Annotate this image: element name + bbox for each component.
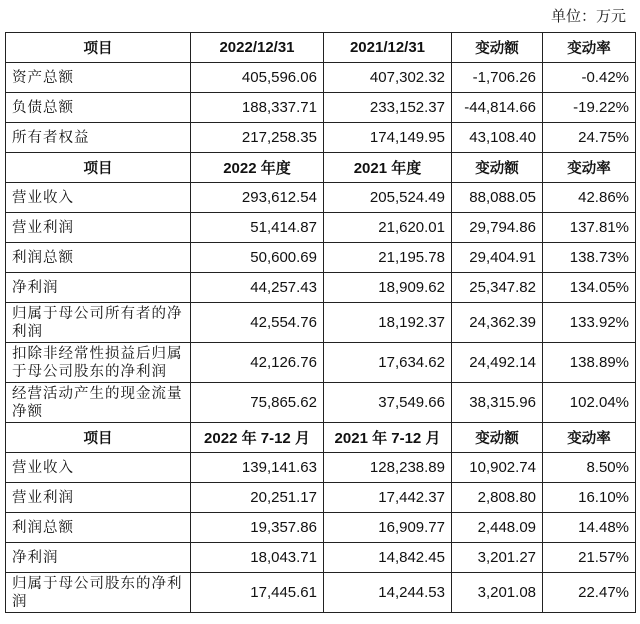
header-item: 项目 [6,423,191,453]
table-header-row [6,153,636,183]
row-previous: 174,149.95 [324,123,452,153]
row-item: 扣除非经常性损益后归属于母公司股东的净利润 [6,343,191,383]
header-change: 变动额 [452,423,543,453]
unit-label: 单位：万元 [550,7,626,25]
table-row [6,573,636,613]
header-period-current: 2022 年度 [191,153,324,183]
table-row [6,483,636,513]
row-current: 18,043.71 [191,543,324,573]
table-row [6,63,636,93]
table-row [6,513,636,543]
header-period-previous: 2021 年 7-12 月 [324,423,452,453]
row-change: 2,448.09 [452,513,543,543]
row-current: 50,600.69 [191,243,324,273]
table-row [6,93,636,123]
row-change: -1,706.26 [452,63,543,93]
row-item: 资产总额 [6,63,191,93]
header-change: 变动额 [452,153,543,183]
row-item: 净利润 [6,543,191,573]
row-previous: 233,152.37 [324,93,452,123]
row-rate: 14.48% [543,513,636,543]
row-rate: -0.42% [543,63,636,93]
row-current: 44,257.43 [191,273,324,303]
row-rate: 138.73% [543,243,636,273]
row-item: 归属于母公司所有者的净利润 [6,303,191,343]
row-item: 营业收入 [6,453,191,483]
row-current: 17,445.61 [191,573,324,613]
table-row [6,243,636,273]
table-header-row [6,33,636,63]
row-rate: 22.47% [543,573,636,613]
row-current: 405,596.06 [191,63,324,93]
row-previous: 17,634.62 [324,343,452,383]
row-previous: 14,244.53 [324,573,452,613]
financial-summary-table [5,32,636,613]
table-row [6,453,636,483]
row-current: 19,357.86 [191,513,324,543]
row-current: 20,251.17 [191,483,324,513]
row-rate: 42.86% [543,183,636,213]
row-previous: 14,842.45 [324,543,452,573]
row-item: 所有者权益 [6,123,191,153]
row-current: 188,337.71 [191,93,324,123]
row-current: 51,414.87 [191,213,324,243]
header-change-rate: 变动率 [543,153,636,183]
row-change: 38,315.96 [452,383,543,423]
row-change: 43,108.40 [452,123,543,153]
row-rate: 137.81% [543,213,636,243]
row-previous: 18,909.62 [324,273,452,303]
row-item: 利润总额 [6,513,191,543]
row-current: 139,141.63 [191,453,324,483]
row-previous: 205,524.49 [324,183,452,213]
row-rate: 138.89% [543,343,636,383]
row-previous: 16,909.77 [324,513,452,543]
row-rate: 133.92% [543,303,636,343]
row-item: 营业收入 [6,183,191,213]
row-previous: 128,238.89 [324,453,452,483]
row-item: 营业利润 [6,483,191,513]
table-row [6,273,636,303]
row-previous: 21,195.78 [324,243,452,273]
table-row [6,183,636,213]
row-previous: 407,302.32 [324,63,452,93]
row-previous: 18,192.37 [324,303,452,343]
row-rate: 134.05% [543,273,636,303]
row-rate: 24.75% [543,123,636,153]
row-previous: 21,620.01 [324,213,452,243]
row-current: 42,554.76 [191,303,324,343]
header-period-previous: 2021 年度 [324,153,452,183]
row-item: 净利润 [6,273,191,303]
row-change: 29,404.91 [452,243,543,273]
row-change: 3,201.08 [452,573,543,613]
header-change: 变动额 [452,33,543,63]
row-item: 利润总额 [6,243,191,273]
table-row [6,213,636,243]
row-item: 归属于母公司股东的净利润 [6,573,191,613]
row-rate: 8.50% [543,453,636,483]
table-row [6,543,636,573]
header-period-previous: 2021/12/31 [324,33,452,63]
table-row [6,343,636,383]
row-current: 42,126.76 [191,343,324,383]
row-current: 217,258.35 [191,123,324,153]
row-change: 3,201.27 [452,543,543,573]
table-row [6,303,636,343]
row-change: 29,794.86 [452,213,543,243]
row-change: 10,902.74 [452,453,543,483]
row-current: 75,865.62 [191,383,324,423]
table-row [6,383,636,423]
row-change: -44,814.66 [452,93,543,123]
row-previous: 37,549.66 [324,383,452,423]
row-rate: -19.22% [543,93,636,123]
row-current: 293,612.54 [191,183,324,213]
row-change: 2,808.80 [452,483,543,513]
row-rate: 16.10% [543,483,636,513]
row-change: 88,088.05 [452,183,543,213]
row-item: 经营活动产生的现金流量净额 [6,383,191,423]
row-previous: 17,442.37 [324,483,452,513]
row-item: 营业利润 [6,213,191,243]
table-row [6,123,636,153]
header-period-current: 2022 年 7-12 月 [191,423,324,453]
row-change: 24,492.14 [452,343,543,383]
header-item: 项目 [6,153,191,183]
header-change-rate: 变动率 [543,423,636,453]
row-change: 24,362.39 [452,303,543,343]
header-item: 项目 [6,33,191,63]
header-period-current: 2022/12/31 [191,33,324,63]
row-rate: 21.57% [543,543,636,573]
row-item: 负债总额 [6,93,191,123]
header-change-rate: 变动率 [543,33,636,63]
row-change: 25,347.82 [452,273,543,303]
table-header-row [6,423,636,453]
row-rate: 102.04% [543,383,636,423]
